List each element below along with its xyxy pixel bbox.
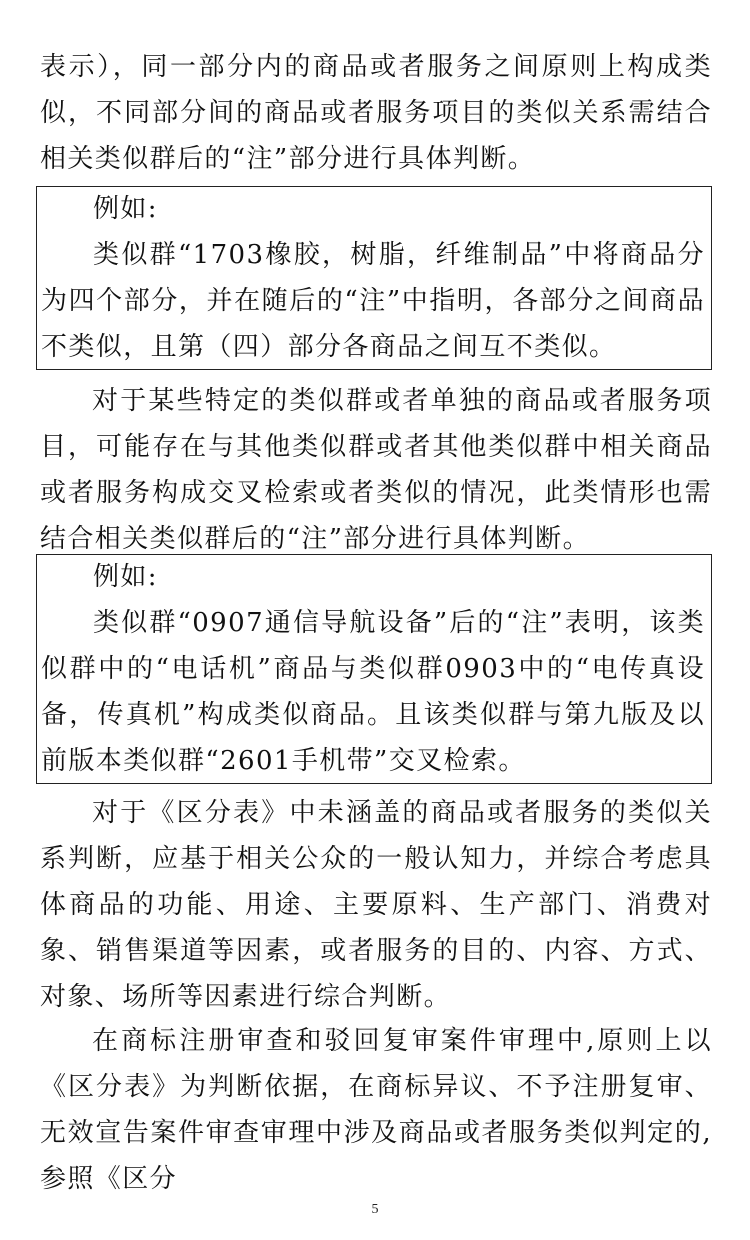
example-heading-2: 例如:: [93, 562, 158, 592]
paragraph-continued: 表示），同一部分内的商品或者服务之间原则上构成类似，不同部分间的商品或者服务项目的类似关系需结合相关类似群后的“注”部分进行具体判断。: [40, 52, 712, 174]
paragraph-cross-search: 对于某些特定的类似群或者单独的商品或者服务项目，可能存在与其他类似群或者其他类似群中相关商品或者服务构成交叉检索或者类似的情况，此类情形也需结合相关类似群后的“注”部分进行具体判断。: [40, 386, 712, 554]
example-box-2: [36, 554, 712, 784]
example-text-2: 类似群“0907通信导航设备”后的“注”表明，该类似群中的“电话机”商品与类似群0903中的“电传真设备，传真机”构成类似商品。且该类似群与第九版及以前版本类似群“2601手机带”交叉检索。: [41, 608, 705, 776]
example-box-1: [36, 186, 712, 370]
example-heading-1: 例如:: [93, 194, 158, 224]
example-text-1: 类似群“1703橡胶，树脂，纤维制品”中将商品分为四个部分，并在随后的“注”中指明，各部分之间商品不类似，且第（四）部分各商品之间互不类似。: [41, 240, 705, 362]
paragraph-examination-basis: 在商标注册审查和驳回复审案件审理中,原则上以《区分表》为判断依据，在商标异议、不予注册复审、无效宣告案件审查审理中涉及商品或者服务类似判定的,参照《区分: [40, 1026, 712, 1194]
page-number: 5: [371, 1202, 379, 1217]
paragraph-uncovered-goods: 对于《区分表》中未涵盖的商品或者服务的类似关系判断，应基于相关公众的一般认知力，并综合考虑具体商品的功能、用途、主要原料、生产部门、消费对象、销售渠道等因素，或者服务的目的、内容、方式、对象、场所等因素进行综合判断。: [40, 798, 712, 1012]
